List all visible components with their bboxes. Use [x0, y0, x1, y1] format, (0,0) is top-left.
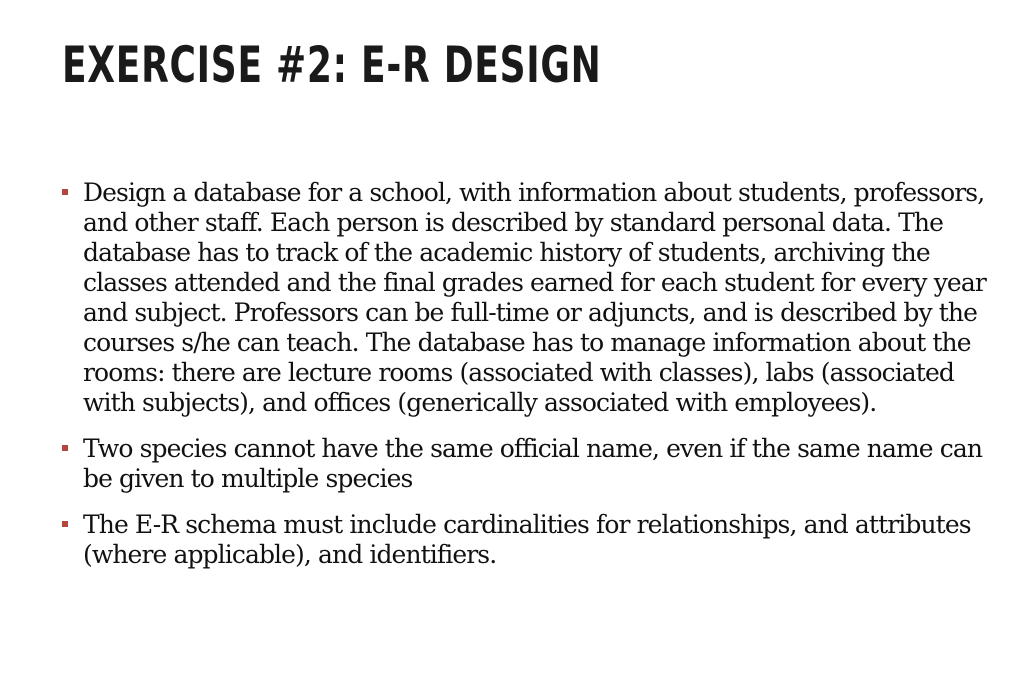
square-bullet-icon	[62, 521, 68, 527]
bullet-list	[62, 178, 1002, 586]
bullet-text: Design a database for a school, with information about students, professors, and other staff. Each person is described by standard personal data. The database has to track of the academic history of students, archiving the classes attended and the final grades earned for each student for every year and subject. Professors can be full-time or adjuncts, and is described by the courses s/he can teach. The database has to manage information about the rooms: there are lecture rooms (associated with classes), labs (associated with subjects), and offices (generically associated with employees).	[83, 178, 986, 417]
square-bullet-icon	[62, 189, 68, 195]
bullet-item	[62, 434, 1002, 494]
bullet-item	[62, 178, 1002, 418]
bullet-text: The E-R schema must include cardinalities for relationships, and attributes (where applicable), and identifiers.	[83, 510, 971, 569]
bullet-text: Two species cannot have the same official name, even if the same name can be given to multiple species	[83, 434, 983, 493]
square-bullet-icon	[62, 445, 68, 451]
slide-title: EXERCISE #2: E-R DESIGN	[62, 36, 602, 94]
bullet-item	[62, 510, 1002, 570]
